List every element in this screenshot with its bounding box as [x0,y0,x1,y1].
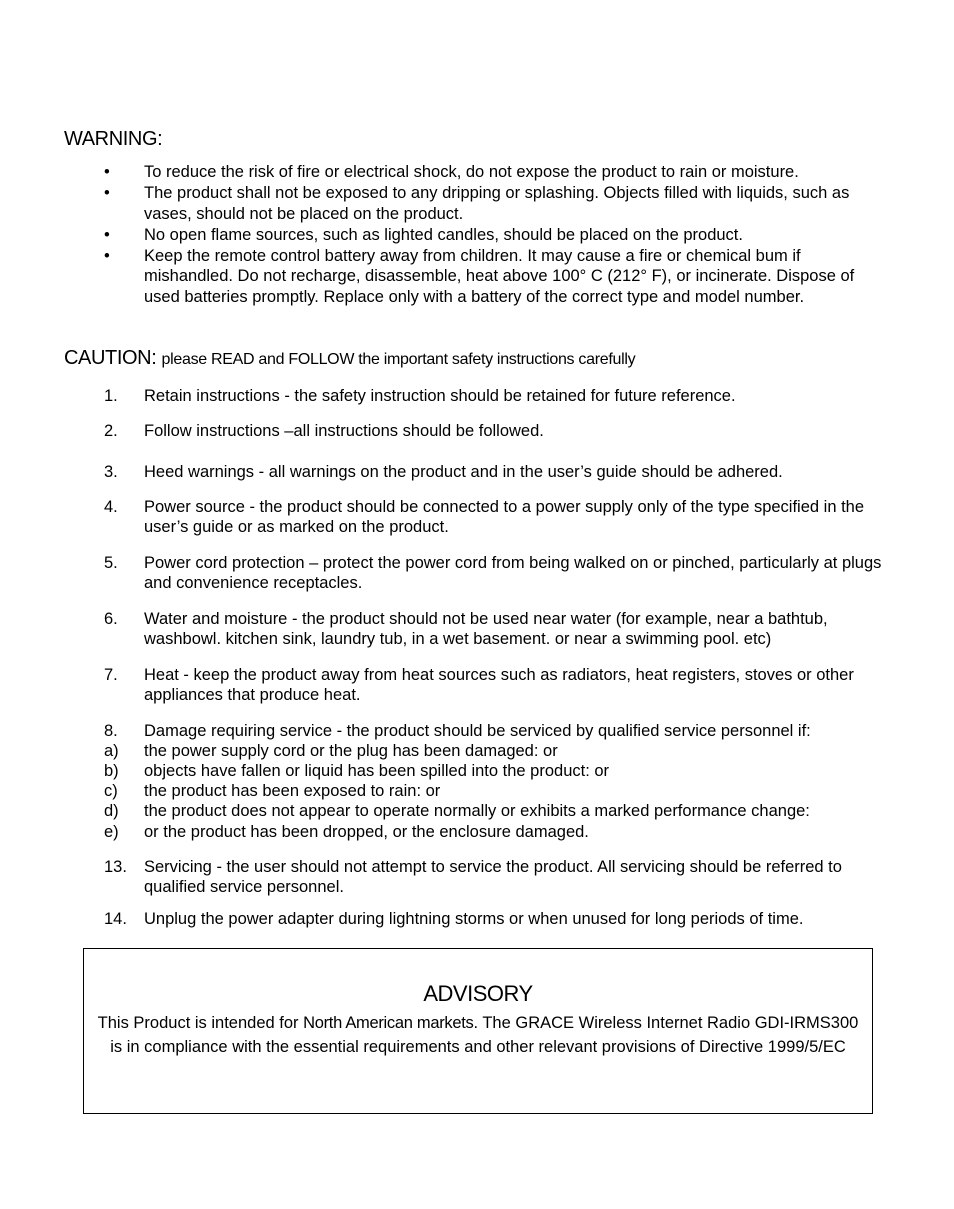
item-text: Power cord protection – protect the power cord from being walked on or pinched, particularly at plugs and convenience receptacles. [144,554,882,593]
item-text: Damage requiring service - the product should be serviced by qualified service personnel if: [144,722,811,740]
item-number: 5. [104,554,118,572]
item-text: objects have fallen or liquid has been spilled into the product: or [144,762,610,780]
bullet-icon: • [104,163,110,181]
caution-subitem [104,801,894,821]
bullet-icon: • [104,247,110,266]
caution-subitem [104,781,894,801]
warning-item-text: Keep the remote control battery away from children. It may cause a fire or chemical bum if mishandled. Do not recharge, disassemble, heat above 100° C (212° F), or incinerate. Dispose of used batteries promptly. Replace only with a battery of the correct type and model number. [144,247,855,306]
item-text: Follow instructions –all instructions should be followed. [144,422,544,440]
item-number: 1. [104,387,118,405]
warning-item [104,162,894,182]
warning-list [104,162,894,307]
bullet-icon: • [104,184,110,203]
warning-item-text: The product shall not be exposed to any dripping or splashing. Objects filled with liquids, such as vases, should not be placed on the product. [144,184,850,223]
item-number: d) [104,802,119,820]
item-number: 8. [104,722,118,740]
caution-heading [64,346,635,372]
caution-subitem [104,822,894,842]
item-number: 6. [104,610,118,628]
item-text: Power source - the product should be connected to a power supply only of the type specified in the user’s guide or as marked on the product. [144,498,865,537]
advisory-text [96,1011,860,1059]
warning-item-text: To reduce the risk of fire or electrical shock, do not expose the product to rain or moisture. [144,163,799,181]
caution-item [104,421,894,441]
item-number: 13. [104,858,127,876]
warning-item [104,225,894,245]
advisory-text-before: This Product is intended for [97,1014,304,1032]
item-text: Water and moisture - the product should not be used near water (for example, near a bathtub, washbowl. kitchen sink, laundry tub, in a wet basement. or near a swimming pool. etc) [144,610,828,649]
item-text: Heat - keep the product away from heat sources such as radiators, heat registers, stoves or other appliances that produce heat. [144,666,854,705]
caution-label: CAUTION: [64,347,157,369]
caution-item [104,609,894,650]
advisory-box [83,948,873,1114]
caution-item [104,909,894,929]
item-text: Servicing - the user should not attempt to service the product. All servicing should be referred to qualified service personnel. [144,858,842,897]
caution-item [104,665,894,706]
item-text: the power supply cord or the plug has been damaged: or [144,742,558,760]
advisory-text-after: . The GRACE Wireless Internet Radio GDI-IRMS300 is in compliance with the essential requirements and other relevant provisions of Directive 1999/5/EC [110,1014,859,1056]
item-number: c) [104,782,118,800]
warning-item-text: No open flame sources, such as lighted candles, should be placed on the product. [144,225,743,244]
item-text: or the product has been dropped, or the enclosure damaged. [144,823,589,841]
caution-item [104,386,894,406]
item-text: Heed warnings - all warnings on the product and in the user’s guide should be adhered. [144,463,783,481]
item-number: 4. [104,498,118,516]
warning-item [104,183,894,224]
caution-item [104,553,894,594]
item-number: 7. [104,666,118,684]
caution-item [104,721,894,741]
item-text: Unplug the power adapter during lightning storms or when unused for long periods of time. [144,910,804,928]
caution-subitem [104,761,894,781]
advisory-market-highlight: North American markets [303,1014,474,1032]
item-number: b) [104,762,119,780]
warning-heading: WARNING: [64,128,163,150]
item-number: e) [104,823,119,841]
advisory-title: ADVISORY [423,981,533,1006]
item-number: a) [104,742,119,760]
bullet-icon: • [104,225,110,244]
item-number: 3. [104,463,118,481]
item-number: 14. [104,910,127,928]
item-text: the product has been exposed to rain: or [144,782,441,800]
item-text: the product does not appear to operate normally or exhibits a marked performance change: [144,802,810,820]
caution-item [104,497,894,538]
item-number: 2. [104,422,118,440]
caution-item [104,462,894,482]
item-text: Retain instructions - the safety instruction should be retained for future reference. [144,387,736,405]
warning-item [104,246,894,307]
caution-item [104,857,894,898]
caution-subitem [104,741,894,761]
caution-subheading: please READ and FOLLOW the important safety instructions carefully [161,351,636,368]
